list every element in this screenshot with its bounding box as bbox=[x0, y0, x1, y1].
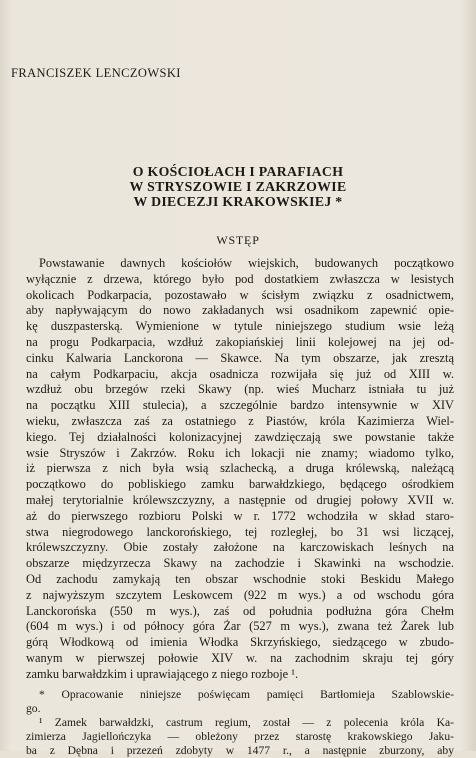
footnote-line: zimierza Jagiellończyka — obleżony przez starostę krakowskiego Jaku- bbox=[26, 730, 454, 743]
body-line: zamku barwałdzkim i uprawiającego z niego rozboje ¹. bbox=[26, 666, 299, 681]
title-line-1: O KOŚCIOŁACH I PARAFIACH bbox=[132, 164, 344, 179]
author-name: FRANCISZEK LENCZOWSKI bbox=[11, 66, 181, 80]
body-line: iż pierwsza z nich była wsią szlachecką, a druga królewską, należącą bbox=[26, 461, 454, 476]
body-line: wzdłuż obu brzegów rzeki Skawy (np. wieś Mucharz istniała tu już bbox=[26, 382, 454, 397]
body-line: obszarze międzyrzecza Skawy na zachodzie i Skawinki na wschodzie. bbox=[26, 556, 454, 571]
body-line: na całym Podkarpaciu, akcja osadnicza rozwijała się już od XIII w. bbox=[26, 366, 454, 381]
body-line: (604 m wys.) i od północy góra Żar (527 m wys.), zwana też Żarek lub bbox=[26, 619, 454, 634]
body-line: aby napływającym do nowo zakładanych wsi osadnikom zapewnić opie- bbox=[26, 303, 454, 318]
body-text bbox=[26, 256, 454, 683]
footnote-line: * Opracowanie niniejsze poświęcam pamięci Bartłomieja Szablowskie- bbox=[39, 688, 454, 701]
body-line: wanym w pierwszej połowie XIV w. na zachodnim skraju tej góry bbox=[26, 650, 454, 665]
body-line: wieku, zwłaszcza zaś za ostatniego z Piastów, króla Kazimierza Wiel- bbox=[26, 413, 454, 428]
body-line: kę duszpasterską. Wymienione w tytule niniejszego studium wsie leżą bbox=[26, 319, 454, 334]
footnote-line: ¹ Zamek barwałdzki, castrum regium, został — z polecenia króla Ka- bbox=[39, 716, 454, 729]
body-line: górą Włodkową od imienia Włodka Skrzyńskiego, siedzącego w zbudo- bbox=[26, 635, 454, 650]
body-line: cinku Kalwaria Lanckorona — Skawce. Na tym obszarze, jak zresztą bbox=[26, 350, 454, 365]
body-line: Powstawanie dawnych kościołów wiejskich, budowanych początkowo bbox=[39, 256, 454, 270]
body-line: Lanckorońska (550 m wys.), zaś od południa podłużna góra Chełm bbox=[26, 603, 454, 618]
section-heading: WSTĘP bbox=[216, 233, 260, 247]
body-line: królewszczyzny. Obie zostały założone na karczowiskach leśnych na bbox=[26, 540, 454, 555]
body-line: aż do pierwszego rozbioru Polski w r. 1772 wchodziła w skład staro- bbox=[26, 508, 454, 523]
body-line: na początku XIII stulecia), a szczególnie bardzo intensywnie w XIV bbox=[26, 398, 454, 413]
body-line: wsie Stryszów i Zakrzów. Roku ich lokacji nie znamy; wiadomo tylko, bbox=[26, 445, 454, 460]
title-line-2: W STRYSZOWIE I ZAKRZOWIE bbox=[129, 179, 347, 194]
body-line: na progu Podkarpacia, wzdłuż zakopiańskiej linii kolejowej na jej od- bbox=[26, 334, 454, 349]
body-line: z najwyższym szczytem Leskowcem (922 m wys.) a od wschodu góra bbox=[26, 587, 454, 602]
body-line: małej terytorialnie królewszczyzny, a następnie od drugiej połowy XVII w. bbox=[26, 492, 454, 507]
title-line-3: W DIECEZJI KRAKOWSKIEJ * bbox=[133, 194, 343, 209]
body-line: wyłącznie z drzewa, którego było pod dostatkiem zwłaszcza w lesistych bbox=[26, 271, 454, 286]
body-line: okolicach Podkarpacia, pozostawało w ścisłym związku z osadnictwem, bbox=[26, 287, 454, 302]
article-title bbox=[60, 164, 416, 209]
footnote-line: ba z Dębna i przezeń zdobyty w 1477 r., a następnie zburzony, aby bbox=[26, 744, 454, 757]
body-line: kiego. Tej działalności kolonizacyjnej zawdzięczają swe powstanie także bbox=[26, 429, 454, 444]
body-line: początkowo do pobliskiego zamku barwałdzkiego, będącego ośrodkiem bbox=[26, 477, 454, 492]
footnote-line: go. bbox=[26, 702, 41, 715]
body-line: stwa niegrodowego lanckorońskiego, tej rozległej, bo 31 wsi liczącej, bbox=[26, 524, 454, 539]
body-line: Od zachodu zamykają ten obszar wschodnie stoki Beskidu Małego bbox=[26, 571, 454, 586]
footnotes bbox=[26, 688, 454, 758]
